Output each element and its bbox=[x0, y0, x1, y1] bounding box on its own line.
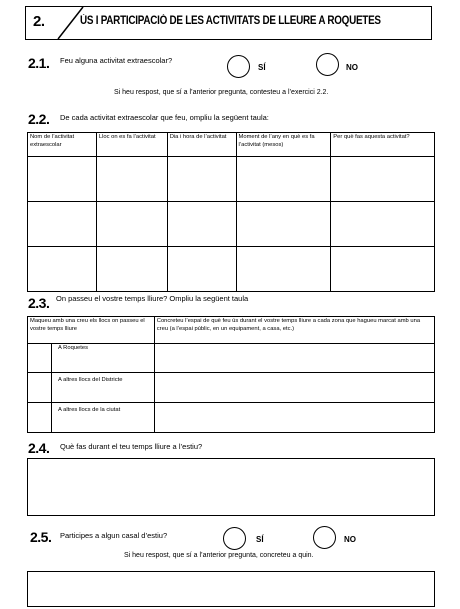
table-cell[interactable] bbox=[96, 202, 167, 247]
summer-answer-box[interactable] bbox=[27, 458, 435, 516]
table-row bbox=[28, 157, 435, 202]
table-cell[interactable] bbox=[236, 157, 331, 202]
section-2-5-number: 2.5. bbox=[30, 529, 52, 545]
table-cell[interactable] bbox=[96, 157, 167, 202]
table-cell[interactable] bbox=[167, 202, 236, 247]
row-label-district: A altres llocs del Districte bbox=[58, 377, 123, 383]
table-cell[interactable] bbox=[154, 373, 434, 403]
no-radio-2-1[interactable] bbox=[316, 53, 339, 76]
table-cell bbox=[28, 344, 155, 373]
table-cell[interactable] bbox=[28, 202, 97, 247]
section-2-4-number: 2.4. bbox=[28, 440, 50, 456]
header-number: 2. bbox=[33, 13, 45, 30]
table-row bbox=[28, 202, 435, 247]
table-cell[interactable] bbox=[28, 157, 97, 202]
activities-header-reason: Per què fas aquesta activitat? bbox=[331, 133, 435, 157]
table-row bbox=[28, 344, 435, 373]
table-row bbox=[28, 247, 435, 292]
table-cell bbox=[28, 403, 155, 433]
yes-radio-2-1[interactable] bbox=[227, 55, 250, 78]
section-2-2-question: De cada activitat extraescolar que feu, ompliu la següent taula: bbox=[60, 113, 269, 122]
row-label-city: A altres llocs de la ciutat bbox=[58, 407, 121, 413]
table-cell[interactable] bbox=[331, 157, 435, 202]
table-cell[interactable] bbox=[167, 247, 236, 292]
section-2-3-question: On passeu el vostre temps lliure? Ompliu la següent taula bbox=[56, 294, 249, 303]
summer-camp-answer-box[interactable] bbox=[27, 571, 435, 607]
table-cell[interactable] bbox=[154, 344, 434, 373]
table-cell bbox=[28, 373, 155, 403]
section-2-1-number: 2.1. bbox=[28, 55, 50, 71]
no-label-2-5: NO bbox=[344, 535, 356, 544]
activities-table bbox=[27, 132, 435, 292]
activities-header-place: Lloc on es fa l’activitat bbox=[96, 133, 167, 157]
section-2-3-number: 2.3. bbox=[28, 295, 50, 311]
table-row bbox=[28, 403, 435, 433]
activities-header-time: Dia i hora de l’activitat bbox=[167, 133, 236, 157]
yes-label-2-5: SÍ bbox=[256, 535, 264, 544]
free-time-header-spaces: Concreteu l’espai de què feu ús durant el vostre temps lliure a cada zona que hagueu marcat amb una creu (a l’espai públic, en un equipament, a casa, etc.) bbox=[154, 317, 434, 344]
section-2-1-note: Si heu respost, que sí a l’anterior pregunta, contesteu a l’exercici 2.2. bbox=[114, 89, 329, 96]
section-2-2-number: 2.2. bbox=[28, 111, 50, 127]
yes-label-2-1: SÍ bbox=[258, 63, 266, 72]
table-cell[interactable] bbox=[154, 403, 434, 433]
no-radio-2-5[interactable] bbox=[313, 526, 336, 549]
activities-header-months: Moment de l’any en què es fa l’activitat (mesos) bbox=[236, 133, 331, 157]
table-row bbox=[28, 373, 435, 403]
free-time-table bbox=[27, 316, 435, 433]
section-2-5-note: Si heu respost, que sí a l’anterior pregunta, concreteu a quin. bbox=[124, 552, 314, 559]
table-cell[interactable] bbox=[167, 157, 236, 202]
table-cell[interactable] bbox=[331, 247, 435, 292]
table-cell[interactable] bbox=[236, 202, 331, 247]
table-cell[interactable] bbox=[28, 247, 97, 292]
yes-radio-2-5[interactable] bbox=[223, 527, 246, 550]
section-2-1-question: Feu alguna activitat extraescolar? bbox=[60, 56, 173, 65]
page-title: ÚS I PARTICIPACIÓ DE LES ACTIVITATS DE LLEURE A ROQUETES bbox=[80, 15, 381, 27]
free-time-header-places: Maqueu amb una creu els llocs on passeu el vostre temps lliure bbox=[28, 317, 155, 344]
table-cell[interactable] bbox=[236, 247, 331, 292]
activities-header-name: Nom de l’activitat extraescolar bbox=[28, 133, 97, 157]
table-cell[interactable] bbox=[331, 202, 435, 247]
no-label-2-1: NO bbox=[346, 63, 358, 72]
row-label-roquetes: A Roquetes bbox=[58, 345, 88, 351]
table-cell[interactable] bbox=[96, 247, 167, 292]
section-2-4-question: Què fas durant el teu temps lliure a l’estiu? bbox=[60, 442, 203, 451]
checkbox-column-line bbox=[51, 344, 52, 433]
section-2-5-question: Participes a algun casal d’estiu? bbox=[60, 531, 168, 540]
